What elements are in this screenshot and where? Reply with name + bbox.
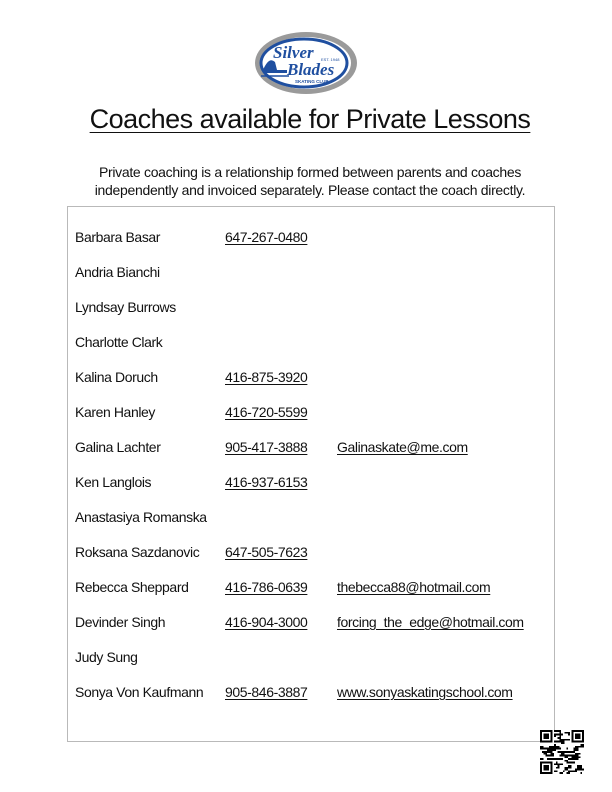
coach-name: Ken Langlois [75,474,152,490]
intro-line-2: independently and invoiced separately. Please contact the coach directly. [94,182,526,198]
coach-phone-link[interactable]: 416-720-5599 [225,404,308,420]
logo-text-club: SKATING CLUB [295,79,329,84]
coach-phone-link[interactable]: 905-417-3888 [225,439,308,455]
coach-email-link[interactable]: www.sonyaskatingschool.com [337,684,513,700]
coach-phone-link[interactable]: 905-846-3887 [225,684,308,700]
coach-name: Kalina Doruch [75,369,158,385]
intro-paragraph [70,163,550,199]
coach-name: Judy Sung [75,649,138,665]
page-title: Coaches available for Private Lessons [89,104,531,134]
coach-name: Rebecca Sheppard [75,579,189,595]
coach-email-link[interactable]: Galinaskate@me.com [337,439,468,455]
intro-line-1: Private coaching is a relationship formed between parents and coaches [98,164,522,180]
coach-phone-link[interactable]: 416-904-3000 [225,614,308,630]
coach-phone-link[interactable]: 647-505-7623 [225,544,308,560]
coach-name: Karen Hanley [75,404,156,420]
coach-name: Andria Bianchi [75,264,160,280]
logo-text-est: EST. 1948 [321,57,340,62]
logo-text-blades: Blades [287,60,335,79]
coach-name: Lyndsay Burrows [75,299,176,315]
coach-name: Anastasiya Romanska [75,509,207,525]
logo-text-silver: Silver [273,43,314,62]
silver-blades-logo [253,30,359,96]
coach-email-link[interactable]: forcing_the_edge@hotmail.com [337,614,524,630]
coach-phone-link[interactable]: 416-786-0639 [225,579,308,595]
coach-name: Charlotte Clark [75,334,163,350]
coach-email-link[interactable]: thebecca88@hotmail.com [337,579,491,595]
coach-phone-link[interactable]: 416-875-3920 [225,369,308,385]
coach-name: Sonya Von Kaufmann [75,684,204,700]
coach-name: Devinder Singh [75,614,166,630]
coach-name: Galina Lachter [75,439,161,455]
coach-phone-link[interactable]: 647-267-0480 [225,229,308,245]
coach-name: Barbara Basar [75,229,161,245]
qr-code-icon [540,730,584,774]
coach-name: Roksana Sazdanovic [75,544,200,560]
coach-phone-link[interactable]: 416-937-6153 [225,474,308,490]
